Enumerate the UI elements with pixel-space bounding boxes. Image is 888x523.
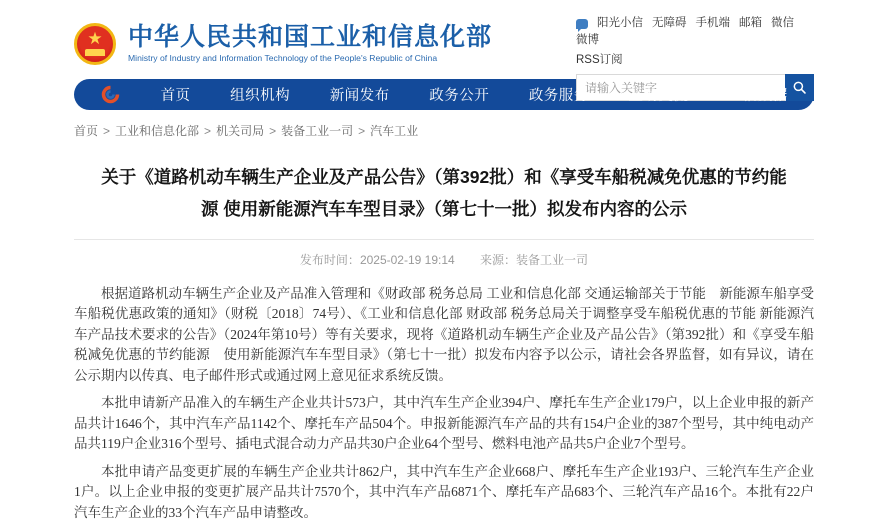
article-title: 关于《道路机动车辆生产企业及产品公告》（第392批）和《享受车船税减免优惠的节约能源 使用新能源汽车车型目录》（第七十一批）拟发布内容的公示 [101,167,787,220]
nav-item-news[interactable]: 新闻发布 [329,88,390,104]
miit-logo-icon [100,84,121,105]
link-wechat[interactable]: 微信 [771,17,794,29]
breadcrumb-departments[interactable]: 机关司局 [216,124,265,138]
article-meta [74,251,814,268]
site-brand[interactable] [74,13,492,74]
breadcrumb-separator: > [204,124,212,138]
publish-time: 2025-02-19 19:14 [359,252,455,267]
breadcrumb-home[interactable]: 首页 [74,124,99,138]
national-emblem-icon: ★ [74,23,116,65]
search-button[interactable] [785,74,814,101]
breadcrumb [74,122,814,139]
breadcrumb-separator: > [103,124,111,138]
rss-line [576,51,814,67]
article-paragraph: 本批申请产品变更扩展的车辆生产企业共计862户，其中汽车生产企业668户、摩托车生产企业193户、三轮汽车生产企业1户。以上企业申报的变更扩展产品共计7570个，其中汽车产品6871个、摩托车产品683个、三轮汽车产品16个。本批有22户汽车生产企业的33个汽车产品申请整改。 [74,463,814,520]
link-mailbox[interactable]: 邮箱 [739,17,762,29]
article-paragraph: 根据道路机动车辆生产企业及产品准入管理和《财政部 税务总局 工业和信息化部 交通运输部关于节能 新能源车船享受车船税优惠政策的通知》（财税〔2018〕74号）、《工业和信息化部 财政部 税务总局关于调整享受车船税优惠的节能 新能源汽车产品技术要求的公告》（2024年第10号）等有关要求，现将《道路机动车辆生产企业及产品公告》（第392批）和《享受车船税减免优惠的节约能源 使用新能源汽车车型目录》（第七十一批）拟发布内容予以公示，请社会各界监督，如有异议，请在公示期内以传真、电子邮件形式或通过网上意见征求系统反馈。 [74,285,814,383]
link-accessibility[interactable]: 无障碍 [652,17,687,29]
nav-item-home[interactable]: 首页 [160,88,191,104]
chatbot-icon[interactable] [576,19,588,29]
breadcrumb-separator: > [358,124,366,138]
breadcrumb-miit[interactable]: 工业和信息化部 [115,124,200,138]
search-icon [792,80,807,95]
nav-item-gov-services[interactable]: 政务服务 [528,88,589,104]
article-body [74,284,814,523]
brand-text [128,23,492,65]
nav-item-data[interactable]: 工信数据 [727,88,788,104]
site-subtitle: Ministry of Industry and Information Technology of the People's Republic of China [128,53,438,64]
site-title: 中华人民共和国工业和信息化部 [128,22,493,51]
article-paragraph: 本批申请新产品准入的车辆生产企业共计573户，其中汽车生产企业394户、摩托车生产企业179户，以上企业申报的新产品共计1646个，其中汽车产品1142个、摩托车产品504个。申报新能源汽车产品的共有154户企业的387个型号，其中纯电动产品共119户企业316个型号、插电式混合动力产品共30户企业64个型号、燃料电池产品共5户企业7个型号。 [74,395,814,452]
article [74,161,814,523]
site-header [74,0,814,74]
quick-links [576,15,814,49]
publish-time-label: 发布时间： [299,252,360,267]
source-value: 装备工业一司 [516,252,589,267]
nav-item-gov-disclosure[interactable]: 政务公开 [429,88,490,104]
header-utilities [576,13,814,74]
link-rss[interactable]: RSS订阅 [576,54,623,66]
breadcrumb-equipment-dept[interactable]: 装备工业一司 [281,124,354,138]
nav-item-organization[interactable]: 组织机构 [230,88,291,104]
title-divider [74,239,814,240]
source-label: 来源： [480,252,517,267]
link-sunshine-assistant[interactable]: 阳光小信 [597,17,643,29]
link-mobile[interactable]: 手机端 [695,17,730,29]
breadcrumb-auto-industry[interactable]: 汽车工业 [370,124,419,138]
breadcrumb-separator: > [269,124,277,138]
nav-item-interaction[interactable]: 互动交流 [628,88,689,104]
link-weibo[interactable]: 微博 [576,34,599,46]
